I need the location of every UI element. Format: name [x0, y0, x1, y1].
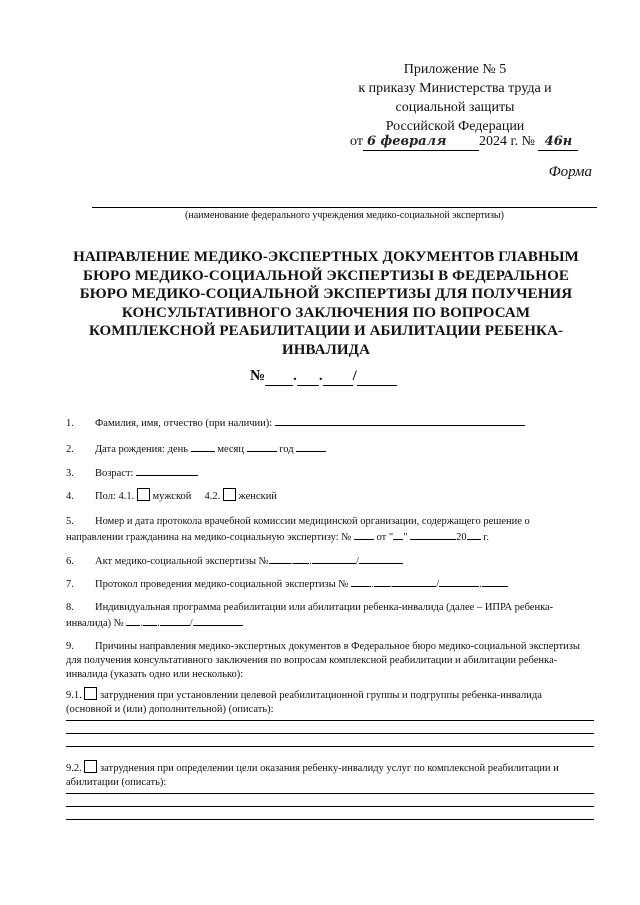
protocol-day-field[interactable] [393, 529, 403, 540]
item-1 [66, 415, 594, 431]
item-number: 3. [66, 468, 74, 479]
option-number: 4.2. [204, 491, 221, 502]
birth-day-label: Дата рождения: день [95, 444, 189, 455]
item-3 [66, 465, 594, 481]
item-number: 4. [66, 491, 74, 502]
item-number: 2. [66, 444, 74, 455]
item-8 [66, 601, 594, 631]
protocol-msa-field-2[interactable] [374, 576, 390, 587]
item-8-line-2: инвалида) № . . / [66, 615, 594, 631]
reason-9-2-checkbox[interactable] [84, 760, 97, 773]
protocol-year-field[interactable] [467, 529, 481, 540]
item-number: 1. [66, 418, 74, 429]
item-6: 6. Акт медико-социальной экспертизы № . . / [66, 553, 594, 569]
document-title: НАПРАВЛЕНИЕ МЕДИКО-ЭКСПЕРТНЫХ ДОКУМЕНТОВ ГЛАВНЫМ БЮРО МЕДИКО-СОЦИАЛЬНОЙ ЭКСПЕРТИЗЫ В ФЕДЕРАЛЬНОЕ БЮРО МЕДИКО-СОЦИАЛЬНОЙ ЭКСПЕРТИЗЫ ДЛЯ ПОЛУЧЕНИЯ КОНСУЛЬТАТИВНОГО ЗАКЛЮЧЕНИЯ ПО ВОПРОСАМ КОМПЛЕКСНОЙ РЕАБИЛИТАЦИИ И АБИЛИТАЦИИ РЕБЕНКА-ИНВАЛИДА [73, 249, 579, 358]
number-sign: № [250, 368, 266, 384]
item-label: Возраст: [95, 468, 134, 479]
act-number-field-3[interactable] [312, 553, 356, 564]
item-4 [66, 488, 594, 504]
reason-9-2-line[interactable] [66, 819, 594, 820]
item-8-line-1: 8. Индивидуальная программа реабилитации или абилитации ребенка-инвалида (далее – ИПРА ребенка- [66, 602, 554, 613]
act-number-field-1[interactable] [269, 553, 291, 564]
item-label: Протокол проведения медико-социальной экспертизы № [95, 579, 349, 590]
date-prefix: от [350, 134, 363, 149]
appendix-line: к приказу Министерства труда и [358, 81, 552, 96]
male-checkbox[interactable] [137, 488, 150, 501]
birth-month-label: месяц [217, 444, 245, 455]
item-9-line-1: 9. Причины направления медико-экспертных документов в Федеральное бюро медико-социальной экспертизы [66, 641, 580, 652]
item-label: Акт медико-социальной экспертизы № [95, 556, 269, 567]
birth-year-field[interactable] [296, 441, 326, 452]
item-9 [66, 640, 594, 682]
reason-9-2-line[interactable] [66, 806, 594, 807]
appendix-block [330, 60, 580, 136]
item-5-line-1: 5. Номер и дата протокола врачебной комиссии медицинской организации, содержащего решение о [66, 516, 530, 527]
item-9-line-3: инвалида (указать одно или несколько): [66, 669, 244, 680]
protocol-msa-field-5[interactable] [482, 576, 508, 587]
number-field-4[interactable] [357, 368, 397, 386]
date-year: 2024 г. № [478, 134, 535, 149]
sex-label: Пол: [95, 491, 116, 502]
act-number-field-4[interactable] [359, 553, 403, 564]
full-name-field[interactable] [275, 415, 525, 426]
number-field-1[interactable] [265, 368, 293, 386]
item-9-2 [66, 760, 594, 790]
protocol-number-field[interactable] [354, 529, 374, 540]
female-label: женский [238, 491, 277, 502]
protocol-msa-field-4[interactable] [439, 576, 479, 587]
handwritten-date: 6 февраля [363, 134, 479, 151]
item-number: 6. [66, 556, 74, 567]
female-checkbox[interactable] [223, 488, 236, 501]
ipra-number-field-1[interactable] [126, 615, 140, 626]
item-9-1-line-1: 9.1. затруднения при установлении целевой реабилитационной группы и подгруппы ребенка-инвалида [66, 687, 594, 703]
org-name-field[interactable] [92, 207, 597, 208]
number-field-3[interactable] [323, 368, 353, 386]
item-9-2-line-1: 9.2. затруднения при определении цели оказания ребенку-инвалиду услуг по комплексной реабилитации и [66, 760, 594, 776]
appendix-line: Российской Федерации [385, 119, 525, 134]
birth-year-label: год [279, 444, 294, 455]
reason-9-2-line[interactable] [66, 793, 594, 794]
birth-day-field[interactable] [191, 441, 215, 452]
protocol-msa-field-1[interactable] [351, 576, 371, 587]
ipra-number-field-3[interactable] [160, 615, 190, 626]
reason-9-1-line[interactable] [66, 746, 594, 747]
item-5 [66, 515, 594, 545]
male-label: мужской [152, 491, 192, 502]
protocol-month-field[interactable] [410, 529, 456, 540]
reason-9-1-line[interactable] [66, 720, 594, 721]
item-9-2-line-2: абилитации (описать): [66, 777, 167, 788]
protocol-msa-field-3[interactable] [392, 576, 436, 587]
item-5-line-2: направлении гражданина на медико-социальную экспертизу: № от " " 20 г. [66, 529, 594, 545]
item-label: Фамилия, имя, отчество (при наличии): [95, 418, 273, 429]
act-number-field-2[interactable] [293, 553, 309, 564]
option-number: 4.1. [118, 491, 135, 502]
item-9-1 [66, 687, 594, 717]
item-number: 7. [66, 579, 74, 590]
item-9-line-2: для получения консультативного заключения по вопросам комплексной реабилитации и абилитации ребенка- [66, 655, 558, 666]
form-label: Форма [548, 164, 592, 180]
number-field-2[interactable] [297, 368, 319, 386]
handwritten-order-number: 46н [538, 134, 578, 151]
document-number: № . . / [250, 368, 397, 386]
item-9-1-line-2: (основной и (или) дополнительной) (описать): [66, 704, 274, 715]
appendix-line: социальной защиты [395, 100, 515, 115]
item-2 [66, 441, 594, 457]
reason-9-1-checkbox[interactable] [84, 687, 97, 700]
appendix-line: Приложение № 5 [403, 62, 507, 77]
reason-9-1-line[interactable] [66, 733, 594, 734]
item-7: 7. Протокол проведения медико-социальной экспертизы № . . / . [66, 576, 594, 592]
birth-month-field[interactable] [247, 441, 277, 452]
org-caption: (наименование федерального учреждения медико-социальной экспертизы) [185, 210, 504, 221]
ipra-number-field-4[interactable] [193, 615, 243, 626]
age-field[interactable] [136, 465, 198, 476]
ipra-number-field-2[interactable] [143, 615, 157, 626]
order-date-line [350, 134, 578, 151]
